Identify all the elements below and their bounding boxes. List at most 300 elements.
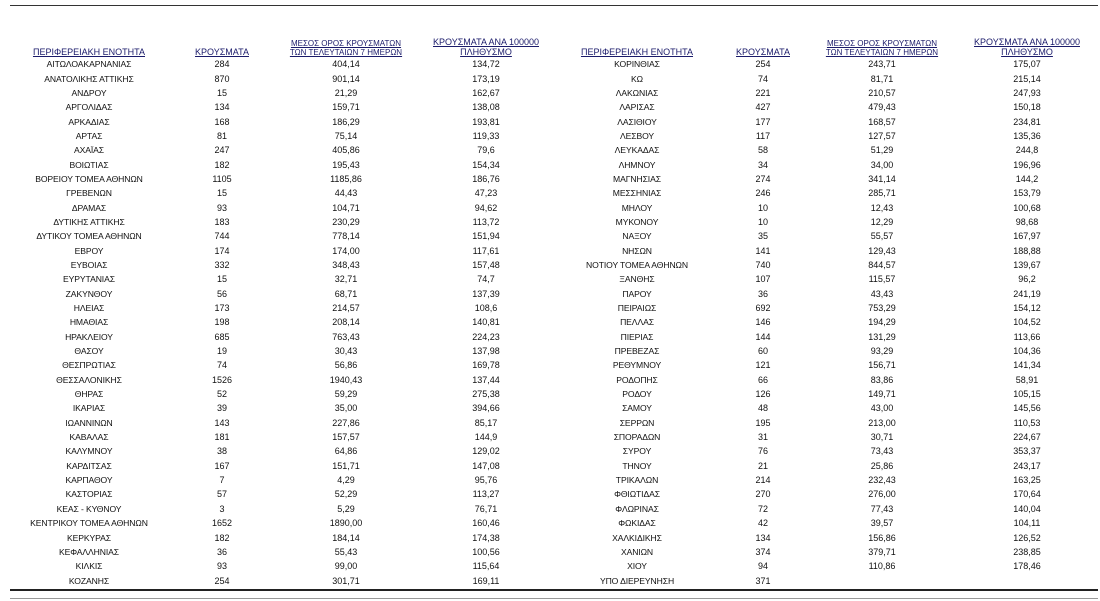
per100k-value: 137,39 [472, 288, 500, 299]
cases-value: 182 [214, 159, 230, 170]
per100k-value: 104,52 [1013, 317, 1041, 328]
region-name: ΚΙΛΚΙΣ [75, 561, 103, 572]
per100k-value: 58,91 [1015, 374, 1039, 385]
per100k-value: 154,12 [1013, 303, 1041, 314]
avg7-value: 151,71 [332, 460, 360, 471]
avg7-value: 51,29 [870, 145, 894, 156]
table-left-half [10, 26, 556, 588]
region-name: ΣΕΡΡΩΝ [619, 417, 655, 428]
per100k-value: 134,72 [472, 59, 500, 70]
avg7-value: 35,00 [334, 403, 358, 414]
table-row [10, 229, 556, 243]
avg7-value: 159,71 [332, 102, 360, 113]
region-name: ΚΕΝΤΡΙΚΟΥ ΤΟΜΕΑ ΑΘΗΝΩΝ [30, 518, 148, 529]
avg7-value: 1185,86 [330, 173, 362, 184]
table-row [556, 129, 1098, 143]
table-row [556, 573, 1098, 587]
table-row [556, 157, 1098, 171]
table-row [10, 444, 556, 458]
header-avg7: ΜΕΣΟΣ ΟΡΟΣ ΚΡΟΥΣΜΑΤΩΝ ΤΩΝ ΤΕΛΕΥΤΑΙΩΝ 7 ΗΜΕΡΩΝ [289, 39, 403, 57]
region-name: ΜΥΚΟΝΟΥ [615, 216, 659, 227]
avg7-value: 227,86 [332, 417, 360, 428]
cases-value: 134 [755, 532, 771, 543]
region-name: ΤΡΙΚΑΛΩΝ [615, 475, 659, 486]
per100k-value: 224,67 [1013, 432, 1041, 443]
region-name: ΓΡΕΒΕΝΩΝ [66, 188, 112, 199]
region-name: ΒΟΡΕΙΟΥ ΤΟΜΕΑ ΑΘΗΝΩΝ [35, 173, 143, 184]
avg7-value: 156,86 [868, 532, 896, 543]
region-name: ΑΡΚΑΔΙΑΣ [68, 116, 110, 127]
per100k-value: 144,9 [474, 432, 498, 443]
region-name: ΤΗΝΟΥ [622, 460, 652, 471]
region-name: ΦΛΩΡΙΝΑΣ [615, 503, 659, 514]
avg7-value: 64,86 [334, 446, 358, 457]
avg7-value: 77,43 [870, 503, 894, 514]
table-row [10, 330, 556, 344]
table-row [556, 358, 1098, 372]
region-name: ΑΝΑΤΟΛΙΚΗΣ ΑΤΤΙΚΗΣ [44, 73, 134, 84]
cases-table [10, 26, 1098, 588]
per100k-value: 137,44 [472, 374, 500, 385]
region-name: ΖΑΚΥΝΘΟΥ [65, 288, 113, 299]
avg7-value: 39,57 [870, 518, 894, 529]
avg7-value: 210,57 [868, 87, 896, 98]
per100k-value: 110,53 [1013, 417, 1041, 428]
cases-value: 134 [214, 102, 230, 113]
table-row [556, 200, 1098, 214]
avg7-value: 301,71 [332, 575, 360, 586]
header-cases: ΚΡΟΥΣΜΑΤΑ [195, 47, 249, 57]
per100k-value: 85,17 [474, 417, 498, 428]
table-row [556, 71, 1098, 85]
per100k-value: 178,46 [1013, 561, 1041, 572]
table-row [556, 100, 1098, 114]
per100k-value: 74,7 [477, 274, 495, 285]
region-name: ΚΑΣΤΟΡΙΑΣ [65, 489, 113, 500]
cases-value: 52 [216, 389, 227, 400]
header-per100k: ΚΡΟΥΣΜΑΤΑ ΑΝΑ 100000 ΠΛΗΘΥΣΜΟ [974, 37, 1080, 57]
region-name: ΣΑΜΟΥ [622, 403, 652, 414]
per100k-value: 394,66 [472, 403, 500, 414]
avg7-value: 184,14 [332, 532, 360, 543]
table-row [556, 301, 1098, 315]
per100k-value: 105,15 [1013, 389, 1041, 400]
rows-right [556, 57, 1098, 588]
table-row [10, 416, 556, 430]
per100k-value: 150,18 [1013, 102, 1041, 113]
table-row [10, 502, 556, 516]
region-name: ΧΙΟΥ [627, 561, 647, 572]
per100k-value: 193,81 [472, 116, 500, 127]
per100k-value: 173,19 [472, 73, 500, 84]
avg7-value: 131,29 [868, 331, 896, 342]
cases-value: 35 [757, 231, 768, 242]
per100k-value: 100,68 [1013, 202, 1041, 213]
per100k-value: 169,78 [472, 360, 500, 371]
cases-value: 38 [216, 446, 227, 457]
table-row [10, 100, 556, 114]
avg7-value: 30,43 [334, 346, 358, 357]
cases-value: 254 [214, 575, 230, 586]
table-row [556, 401, 1098, 415]
region-name: ΑΡΓΟΛΙΔΑΣ [65, 102, 113, 113]
table-row [10, 459, 556, 473]
avg7-value: 157,57 [332, 432, 360, 443]
per100k-value: 137,98 [472, 346, 500, 357]
cases-value: 10 [757, 202, 768, 213]
region-name: ΙΚΑΡΙΑΣ [72, 403, 106, 414]
avg7-value: 110,86 [868, 561, 896, 572]
footer-rule [10, 598, 1098, 599]
region-name: ΚΑΛΥΜΝΟΥ [65, 446, 113, 457]
table-row [556, 516, 1098, 530]
cases-value: 56 [216, 288, 227, 299]
per100k-value: 244,8 [1015, 145, 1039, 156]
region-name: ΝΗΣΩΝ [622, 245, 652, 256]
per100k-value: 108,6 [474, 303, 498, 314]
cases-value: 10 [757, 216, 768, 227]
table-row [10, 71, 556, 85]
cases-value: 7 [219, 475, 225, 486]
per100k-value: 186,76 [472, 173, 500, 184]
cases-value: 247 [214, 145, 230, 156]
avg7-value: 81,71 [870, 73, 894, 84]
table-row [10, 143, 556, 157]
cases-value: 58 [757, 145, 768, 156]
avg7-value: 1890,00 [329, 518, 363, 529]
table-row [10, 243, 556, 257]
cases-value: 183 [214, 216, 230, 227]
per100k-value: 100,56 [472, 546, 500, 557]
region-name: ΚΟΡΙΝΘΙΑΣ [614, 59, 660, 70]
avg7-value: 44,43 [334, 188, 358, 199]
table-row [556, 86, 1098, 100]
cases-value: 74 [216, 360, 227, 371]
table-row [556, 530, 1098, 544]
per100k-value: 139,67 [1013, 259, 1041, 270]
region-name: ΞΑΝΘΗΣ [619, 274, 655, 285]
table-row [556, 229, 1098, 243]
per100k-value: 175,07 [1013, 59, 1041, 70]
per100k-value: 353,37 [1013, 446, 1041, 457]
per100k-value: 113,27 [472, 489, 500, 500]
cases-value: 39 [216, 403, 227, 414]
avg7-value: 243,71 [868, 59, 896, 70]
table-row [10, 215, 556, 229]
region-name: ΡΕΘΥΜΝΟΥ [612, 360, 662, 371]
region-name: ΚΑΡΠΑΘΟΥ [65, 475, 113, 486]
avg7-value: 99,00 [334, 561, 358, 572]
avg7-value: 52,29 [334, 489, 358, 500]
cases-value: 15 [216, 274, 227, 285]
table-row [10, 114, 556, 128]
cases-value: 117 [755, 130, 771, 141]
table-row [556, 57, 1098, 71]
per100k-value: 153,79 [1013, 188, 1041, 199]
table-row [556, 559, 1098, 573]
region-name: ΔΥΤΙΚΟΥ ΤΟΜΕΑ ΑΘΗΝΩΝ [36, 231, 142, 242]
table-row [10, 387, 556, 401]
cases-value: 284 [214, 59, 230, 70]
region-name: ΚΩ [631, 73, 643, 84]
region-name: ΒΟΙΩΤΙΑΣ [69, 159, 109, 170]
region-name: ΧΑΝΙΩΝ [620, 546, 654, 557]
region-name: ΠΕΛΛΑΣ [620, 317, 654, 328]
cases-value: 19 [216, 346, 227, 357]
avg7-value: 778,14 [332, 231, 360, 242]
per100k-value: 170,64 [1013, 489, 1041, 500]
per100k-value: 117,61 [472, 245, 500, 256]
cases-value: 31 [757, 432, 768, 443]
cases-value: 3 [219, 503, 225, 514]
region-name: ΚΕΑΣ - ΚΥΘΝΟΥ [56, 503, 122, 514]
avg7-value: 232,43 [868, 475, 896, 486]
region-name: ΔΥΤΙΚΗΣ ΑΤΤΙΚΗΣ [53, 216, 125, 227]
cases-value: 76 [757, 446, 768, 457]
table-row [10, 473, 556, 487]
region-name: ΗΛΕΙΑΣ [73, 303, 105, 314]
table-row [10, 559, 556, 573]
avg7-value: 174,00 [332, 245, 360, 256]
region-name: ΚΑΡΔΙΤΣΑΣ [66, 460, 112, 471]
region-name: ΠΕΙΡΑΙΩΣ [617, 303, 657, 314]
avg7-value: 129,43 [868, 245, 896, 256]
cases-value: 168 [214, 116, 230, 127]
cases-value: 107 [755, 274, 771, 285]
avg7-value: 32,71 [334, 274, 358, 285]
per100k-value: 154,34 [472, 159, 500, 170]
per100k-value: 113,72 [472, 216, 500, 227]
cases-value: 181 [214, 432, 230, 443]
avg7-value: 55,43 [334, 546, 358, 557]
table-row [556, 215, 1098, 229]
per100k-value: 129,02 [472, 446, 500, 457]
header-row-left [10, 26, 556, 57]
per100k-value: 96,2 [1018, 274, 1036, 285]
cases-value: 1105 [212, 173, 232, 184]
table-row [10, 516, 556, 530]
region-name: ΧΑΛΚΙΔΙΚΗΣ [612, 532, 662, 543]
table-row [556, 172, 1098, 186]
table-row [556, 258, 1098, 272]
table-row [10, 86, 556, 100]
table-row [556, 387, 1098, 401]
per100k-value: 94,62 [474, 202, 498, 213]
table-row [10, 487, 556, 501]
region-name: ΚΕΡΚΥΡΑΣ [67, 532, 111, 543]
region-name: ΜΕΣΣΗΝΙΑΣ [612, 188, 662, 199]
cases-value: 371 [755, 575, 771, 586]
region-name: ΔΡΑΜΑΣ [71, 202, 107, 213]
avg7-value: 405,86 [332, 145, 360, 156]
avg7-value: 194,29 [868, 317, 896, 328]
avg7-value: 127,57 [868, 130, 896, 141]
per100k-value: 119,33 [472, 130, 500, 141]
table-row [10, 287, 556, 301]
avg7-value: 30,71 [870, 432, 894, 443]
table-row [10, 430, 556, 444]
region-name: ΑΝΔΡΟΥ [71, 87, 107, 98]
table-row [10, 172, 556, 186]
cases-value: 72 [757, 503, 768, 514]
table-row [556, 459, 1098, 473]
table-row [10, 129, 556, 143]
cases-value: 1652 [211, 518, 233, 529]
cases-value: 167 [214, 460, 230, 471]
cases-value: 195 [755, 417, 771, 428]
region-name: ΜΑΓΝΗΣΙΑΣ [613, 173, 661, 184]
per100k-value: 151,94 [472, 231, 500, 242]
table-row [10, 401, 556, 415]
per100k-value: 163,25 [1013, 475, 1041, 486]
table-row [10, 344, 556, 358]
cases-value: 74 [757, 73, 768, 84]
avg7-value: 348,43 [332, 259, 360, 270]
cases-value: 177 [755, 116, 771, 127]
avg7-value: 55,57 [870, 231, 894, 242]
region-name: ΛΑΚΩΝΙΑΣ [615, 87, 659, 98]
cases-value: 21 [757, 460, 768, 471]
cases-value: 427 [755, 102, 771, 113]
cases-value: 174 [214, 245, 230, 256]
cases-value: 692 [755, 303, 771, 314]
cases-value: 1526 [211, 374, 233, 385]
avg7-value: 21,29 [334, 87, 358, 98]
cases-value: 214 [755, 475, 771, 486]
avg7-value: 149,71 [868, 389, 896, 400]
cases-value: 94 [757, 561, 768, 572]
table-row [10, 358, 556, 372]
avg7-value: 479,43 [868, 102, 896, 113]
avg7-value: 763,43 [332, 331, 360, 342]
table-row [10, 200, 556, 214]
region-name: ΛΑΡΙΣΑΣ [619, 102, 655, 113]
table-row [556, 416, 1098, 430]
region-name: ΝΟΤΙΟΥ ΤΟΜΕΑ ΑΘΗΝΩΝ [586, 259, 688, 270]
per100k-value: 76,71 [474, 503, 498, 514]
region-name: ΙΩΑΝΝΙΝΩΝ [65, 417, 113, 428]
avg7-value: 56,86 [334, 360, 358, 371]
table-row [10, 57, 556, 71]
table-row [10, 186, 556, 200]
region-name: ΜΗΛΟΥ [621, 202, 653, 213]
cases-value: 246 [755, 188, 771, 199]
table-row [556, 114, 1098, 128]
cases-value: 60 [757, 346, 768, 357]
bottom-rule [10, 589, 1098, 591]
cases-value: 143 [214, 417, 230, 428]
cases-value: 173 [214, 303, 230, 314]
cases-value: 15 [216, 188, 227, 199]
cases-value: 182 [214, 532, 230, 543]
per100k-value: 275,38 [472, 389, 500, 400]
region-name: ΡΟΔΟΠΗΣ [616, 374, 658, 385]
per100k-value: 174,38 [472, 532, 500, 543]
per100k-value: 160,46 [472, 518, 500, 529]
table-row [556, 272, 1098, 286]
header-avg7: ΜΕΣΟΣ ΟΡΟΣ ΚΡΟΥΣΜΑΤΩΝ ΤΩΝ ΤΕΛΕΥΤΑΙΩΝ 7 ΗΜΕΡΩΝ [825, 39, 939, 57]
per100k-value: 141,34 [1013, 360, 1041, 371]
per100k-value: 113,66 [1013, 331, 1041, 342]
per100k-value: 135,36 [1013, 130, 1041, 141]
avg7-value: 379,71 [868, 546, 896, 557]
avg7-value: 43,43 [870, 288, 894, 299]
table-row [10, 573, 556, 587]
region-name: ΘΗΡΑΣ [74, 389, 104, 400]
avg7-value: 844,57 [868, 259, 896, 270]
region-name: ΡΟΔΟΥ [622, 389, 652, 400]
region-name: ΠΡΕΒΕΖΑΣ [614, 346, 660, 357]
avg7-value: 83,86 [870, 374, 894, 385]
region-name: ΦΩΚΙΔΑΣ [618, 518, 656, 529]
per100k-value: 215,14 [1013, 73, 1041, 84]
header-per100k: ΚΡΟΥΣΜΑΤΑ ΑΝΑ 100000 ΠΛΗΘΥΣΜΟ [433, 37, 539, 57]
avg7-value: 168,57 [868, 116, 896, 127]
avg7-value: 230,29 [332, 216, 360, 227]
table-row [10, 157, 556, 171]
region-name: ΛΑΣΙΘΙΟΥ [617, 116, 657, 127]
cases-value: 66 [757, 374, 768, 385]
per100k-value: 140,81 [472, 317, 500, 328]
cases-value: 870 [214, 73, 230, 84]
per100k-value: 140,04 [1013, 503, 1041, 514]
table-row [556, 444, 1098, 458]
avg7-value: 276,00 [868, 489, 896, 500]
region-name: ΘΕΣΠΡΩΤΙΑΣ [62, 360, 116, 371]
cases-value: 744 [214, 231, 230, 242]
region-name: ΚΑΒΑΛΑΣ [69, 432, 109, 443]
per100k-value: 104,11 [1013, 518, 1041, 529]
top-rule [10, 5, 1098, 6]
per100k-value: 115,64 [472, 561, 500, 572]
avg7-value: 93,29 [870, 346, 894, 357]
avg7-value: 208,14 [332, 317, 360, 328]
per100k-value: 241,19 [1013, 288, 1041, 299]
cases-value: 93 [216, 561, 227, 572]
per100k-value: 169,11 [472, 575, 500, 586]
cases-value: 374 [755, 546, 771, 557]
avg7-value: 5,29 [337, 503, 355, 514]
region-name: ΛΕΣΒΟΥ [619, 130, 655, 141]
per100k-value: 234,81 [1013, 116, 1041, 127]
per100k-value: 145,56 [1013, 403, 1041, 414]
cases-value: 36 [216, 546, 227, 557]
per100k-value: 157,48 [472, 259, 500, 270]
avg7-value: 285,71 [868, 188, 896, 199]
cases-value: 141 [755, 245, 771, 256]
table-row [10, 272, 556, 286]
per100k-value: 126,52 [1013, 532, 1041, 543]
table-row [556, 545, 1098, 559]
header-row-right [556, 26, 1098, 57]
table-row [556, 344, 1098, 358]
cases-value: 93 [216, 202, 227, 213]
avg7-value: 12,29 [870, 216, 894, 227]
cases-value: 685 [214, 331, 230, 342]
region-name: ΛΗΜΝΟΥ [618, 159, 656, 170]
table-row [556, 487, 1098, 501]
table-row [10, 315, 556, 329]
region-name: ΚΕΦΑΛΛΗΝΙΑΣ [58, 546, 120, 557]
cases-value: 121 [755, 360, 771, 371]
region-name: ΛΕΥΚΑΔΑΣ [614, 145, 660, 156]
cases-value: 36 [757, 288, 768, 299]
region-name: ΣΥΡΟΥ [622, 446, 652, 457]
table-row [556, 315, 1098, 329]
table-row [10, 301, 556, 315]
cases-value: 221 [755, 87, 771, 98]
avg7-value: 341,14 [868, 173, 896, 184]
